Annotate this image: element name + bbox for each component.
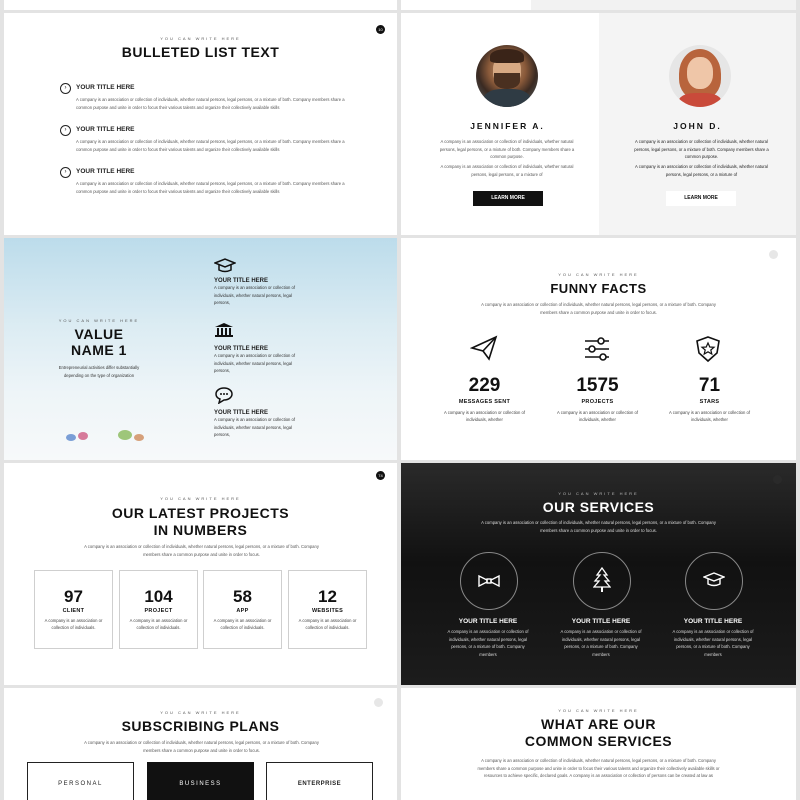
slide-title-line1: OUR LATEST PROJECTS [111, 505, 290, 521]
slide-kicker: YOU CAN WRITE HERE [160, 496, 241, 501]
stat-text: A company is an association or collection of individuals, whether [556, 410, 638, 422]
project-card [34, 570, 113, 649]
list-item-title: YOUR TITLE HERE [76, 168, 135, 175]
stat-block [437, 375, 532, 423]
card-value: 12 [318, 587, 337, 606]
service-icon-circle [685, 552, 743, 610]
learn-more-button[interactable]: LEARN MORE [666, 191, 736, 206]
value-title-line1: VALUE [74, 326, 124, 342]
stat-label: MESSAGES SENT [458, 399, 511, 405]
card-label: APP [236, 608, 249, 614]
stat-label: PROJECTS [581, 399, 614, 405]
slide-title: OUR SERVICES [542, 499, 655, 515]
slide-title-line1: WHAT ARE OUR [541, 716, 656, 732]
person-name: JOHN D. [673, 121, 722, 131]
list-item-text: A company is an association or collection of individuals, whether natural persons, legal persons, or a mixture of both. Company members share a common purpose and unite in order to focus their various talents and organize their collectively available skills [76, 139, 345, 152]
slide-title: SUBSCRIBING PLANS [121, 718, 280, 734]
service-text: A company is an association or collection of individuals, whether natural persons, legal persons, or a mixture of both. Company members [560, 629, 642, 657]
chat-bubble-icon [214, 386, 234, 404]
person-text: A company is an association or collection of individuals, whether natural persons, legal persons, or a mixture of [635, 164, 768, 177]
slide-kicker: YOU CAN WRITE HERE [558, 491, 639, 496]
project-card [119, 570, 198, 649]
slide-title-line2: IN NUMBERS [153, 522, 248, 538]
card-text: A company is an association or collection of individuals. [129, 618, 188, 630]
slide-intro: A company is an association or collection of individuals, whether natural persons, legal persons, or a mixture of both. Company members share a common purpose and unite in order to focus their various talents and organize their collectively available skills or resources to achieve specific, declared goals. A company is an association or collection of persons can be created at law as [477, 758, 720, 778]
person-text: A company is an association or collection of individuals, whether natural persons, legal persons, or a mixture of [440, 164, 574, 177]
partial-slide-top-right [401, 0, 796, 10]
slide-title-line2: COMMON SERVICES [524, 733, 673, 749]
page-number-badge [773, 475, 782, 484]
paper-plane-icon [470, 335, 498, 361]
service-title: YOUR TITLE HERE [458, 618, 518, 625]
stat-text: A company is an association or collection of individuals, whether [443, 410, 525, 422]
slide-kicker: YOU CAN WRITE HERE [58, 318, 140, 323]
list-item-title: YOUR TITLE HERE [76, 126, 135, 133]
graduation-cap-icon [703, 572, 725, 588]
plan-name: ENTERPRISE [297, 781, 342, 787]
partial-slide-top-left [4, 0, 397, 10]
list-item-text: A company is an association or collection of individuals, whether natural persons, legal persons, or a mixture of both. Company members share a common purpose and unite in order to focus their various talents and organize their collectively available skills [76, 97, 345, 110]
value-item-text: A company is an association or collection of individuals, whether natural persons, legal persons, [214, 285, 296, 305]
avatar [669, 45, 731, 107]
shield-star-icon [695, 335, 721, 363]
service-title: YOUR TITLE HERE [683, 618, 743, 625]
slide-common-services[interactable] [401, 688, 796, 800]
stat-block [550, 375, 645, 423]
person-text: A company is an association or collection of individuals, whether natural persons, legal persons, or a mixture of both. Company members share a common purpose. [439, 139, 575, 159]
service-text: A company is an association or collection of individuals, whether natural persons, legal persons, or a mixture of both. Company members [447, 629, 529, 657]
service-title: YOUR TITLE HERE [571, 618, 631, 625]
slide-kicker: YOU CAN WRITE HERE [160, 36, 241, 41]
value-item [214, 322, 304, 375]
card-value: 97 [64, 587, 83, 606]
page-number-badge [769, 250, 778, 259]
value-subtext: Entrepreneurial activities differ substantially depending on the type of organization [58, 365, 140, 378]
stat-block [662, 375, 757, 423]
project-card [203, 570, 282, 649]
slide-title: BULLETED LIST TEXT [121, 44, 280, 60]
card-text: A company is an association or collection of individuals. [44, 618, 103, 630]
slide-team[interactable] [401, 13, 796, 235]
plan-name: PERSONAL [58, 781, 103, 787]
slide-intro: A company is an association or collection of individuals, whether natural persons, legal persons, or a mixture of both. Company members share a common purpose and unite in order to focus. [84, 740, 319, 753]
service-item [560, 618, 642, 658]
card-label: CLIENT [62, 608, 85, 614]
card-label: WEBSITES [311, 608, 344, 614]
arrow-right-circle-icon: › [60, 125, 71, 136]
list-item-text: A company is an association or collection of individuals, whether natural persons, legal persons, or a mixture of both. Company members share a common purpose and unite in order to focus their various talents and organize their collectively available skills [76, 181, 345, 194]
arrow-right-circle-icon: › [60, 167, 71, 178]
slide-kicker: YOU CAN WRITE HERE [558, 708, 639, 713]
card-text: A company is an association or collection of individuals. [213, 618, 272, 630]
slide-value-name[interactable] [4, 238, 397, 460]
bow-tie-icon [478, 574, 500, 588]
plan-name: BUSINESS [179, 781, 222, 787]
slide-title: FUNNY FACTS [550, 281, 647, 296]
service-icon-circle [573, 552, 631, 610]
learn-more-button[interactable]: LEARN MORE [473, 191, 543, 206]
avatar [476, 45, 538, 107]
slide-intro: A company is an association or collection of individuals, whether natural persons, legal persons, or a mixture of both. Company members share a common purpose and unite in order to focus. [481, 302, 716, 315]
page-number-badge: 74 [376, 471, 385, 480]
value-item [214, 258, 304, 307]
service-text: A company is an association or collection of individuals, whether natural persons, legal persons, or a mixture of both. Company members [672, 629, 754, 657]
slide-intro: A company is an association or collection of individuals, whether natural persons, legal persons, or a mixture of both. Company members share a common purpose and unite in order to focus. [481, 520, 716, 533]
stat-value: 229 [468, 375, 501, 396]
slide-kicker: YOU CAN WRITE HERE [558, 272, 639, 277]
value-item-title: YOUR TITLE HERE [214, 346, 269, 352]
card-label: PROJECT [144, 608, 173, 614]
person-name: JENNIFER A. [470, 121, 545, 131]
card-value: 104 [144, 587, 173, 606]
slide-bulleted-list[interactable] [4, 13, 397, 235]
value-item-text: A company is an association or collection of individuals, whether natural persons, legal persons, [214, 417, 296, 437]
page-number-badge: 10 [376, 25, 385, 34]
stat-text: A company is an association or collection of individuals, whether [668, 410, 750, 422]
graduation-cap-icon [214, 258, 236, 274]
card-value: 58 [233, 587, 252, 606]
arrow-right-circle-icon: › [60, 83, 71, 94]
slide-intro: A company is an association or collection of individuals, whether natural persons, legal persons, or a mixture of both. Company members share a common purpose and unite in order to focus. [84, 544, 319, 557]
slide-subscribing-plans[interactable] [4, 688, 397, 800]
service-icon-circle [460, 552, 518, 610]
page-number-badge [374, 698, 383, 707]
person-text: A company is an association or collection of individuals, whether natural persons, legal persons, or a mixture of both. Company members share a common purpose. [634, 139, 769, 159]
sliders-icon [583, 337, 611, 361]
project-card [288, 570, 367, 649]
card-text: A company is an association or collection of individuals. [298, 618, 357, 630]
stat-value: 71 [698, 375, 721, 396]
slide-funny-facts[interactable] [401, 238, 796, 460]
value-item-title: YOUR TITLE HERE [214, 278, 269, 284]
tree-icon [593, 567, 611, 593]
value-item [214, 386, 304, 439]
flowers-decoration [66, 430, 156, 444]
list-item-title: YOUR TITLE HERE [76, 84, 135, 91]
plan-card[interactable] [266, 762, 373, 800]
service-item [672, 618, 754, 658]
stat-label: STARS [699, 399, 720, 405]
slide-our-services[interactable] [401, 463, 796, 685]
plan-card[interactable] [27, 762, 134, 800]
plan-card[interactable] [147, 762, 254, 800]
value-item-title: YOUR TITLE HERE [214, 410, 269, 416]
slide-latest-projects[interactable] [4, 463, 397, 685]
value-title-line2: NAME 1 [71, 342, 127, 358]
stat-value: 1575 [576, 375, 619, 396]
service-item [447, 618, 529, 658]
slide-kicker: YOU CAN WRITE HERE [160, 710, 241, 715]
bank-icon [214, 322, 234, 338]
value-item-text: A company is an association or collection of individuals, whether natural persons, legal persons, [214, 353, 296, 373]
